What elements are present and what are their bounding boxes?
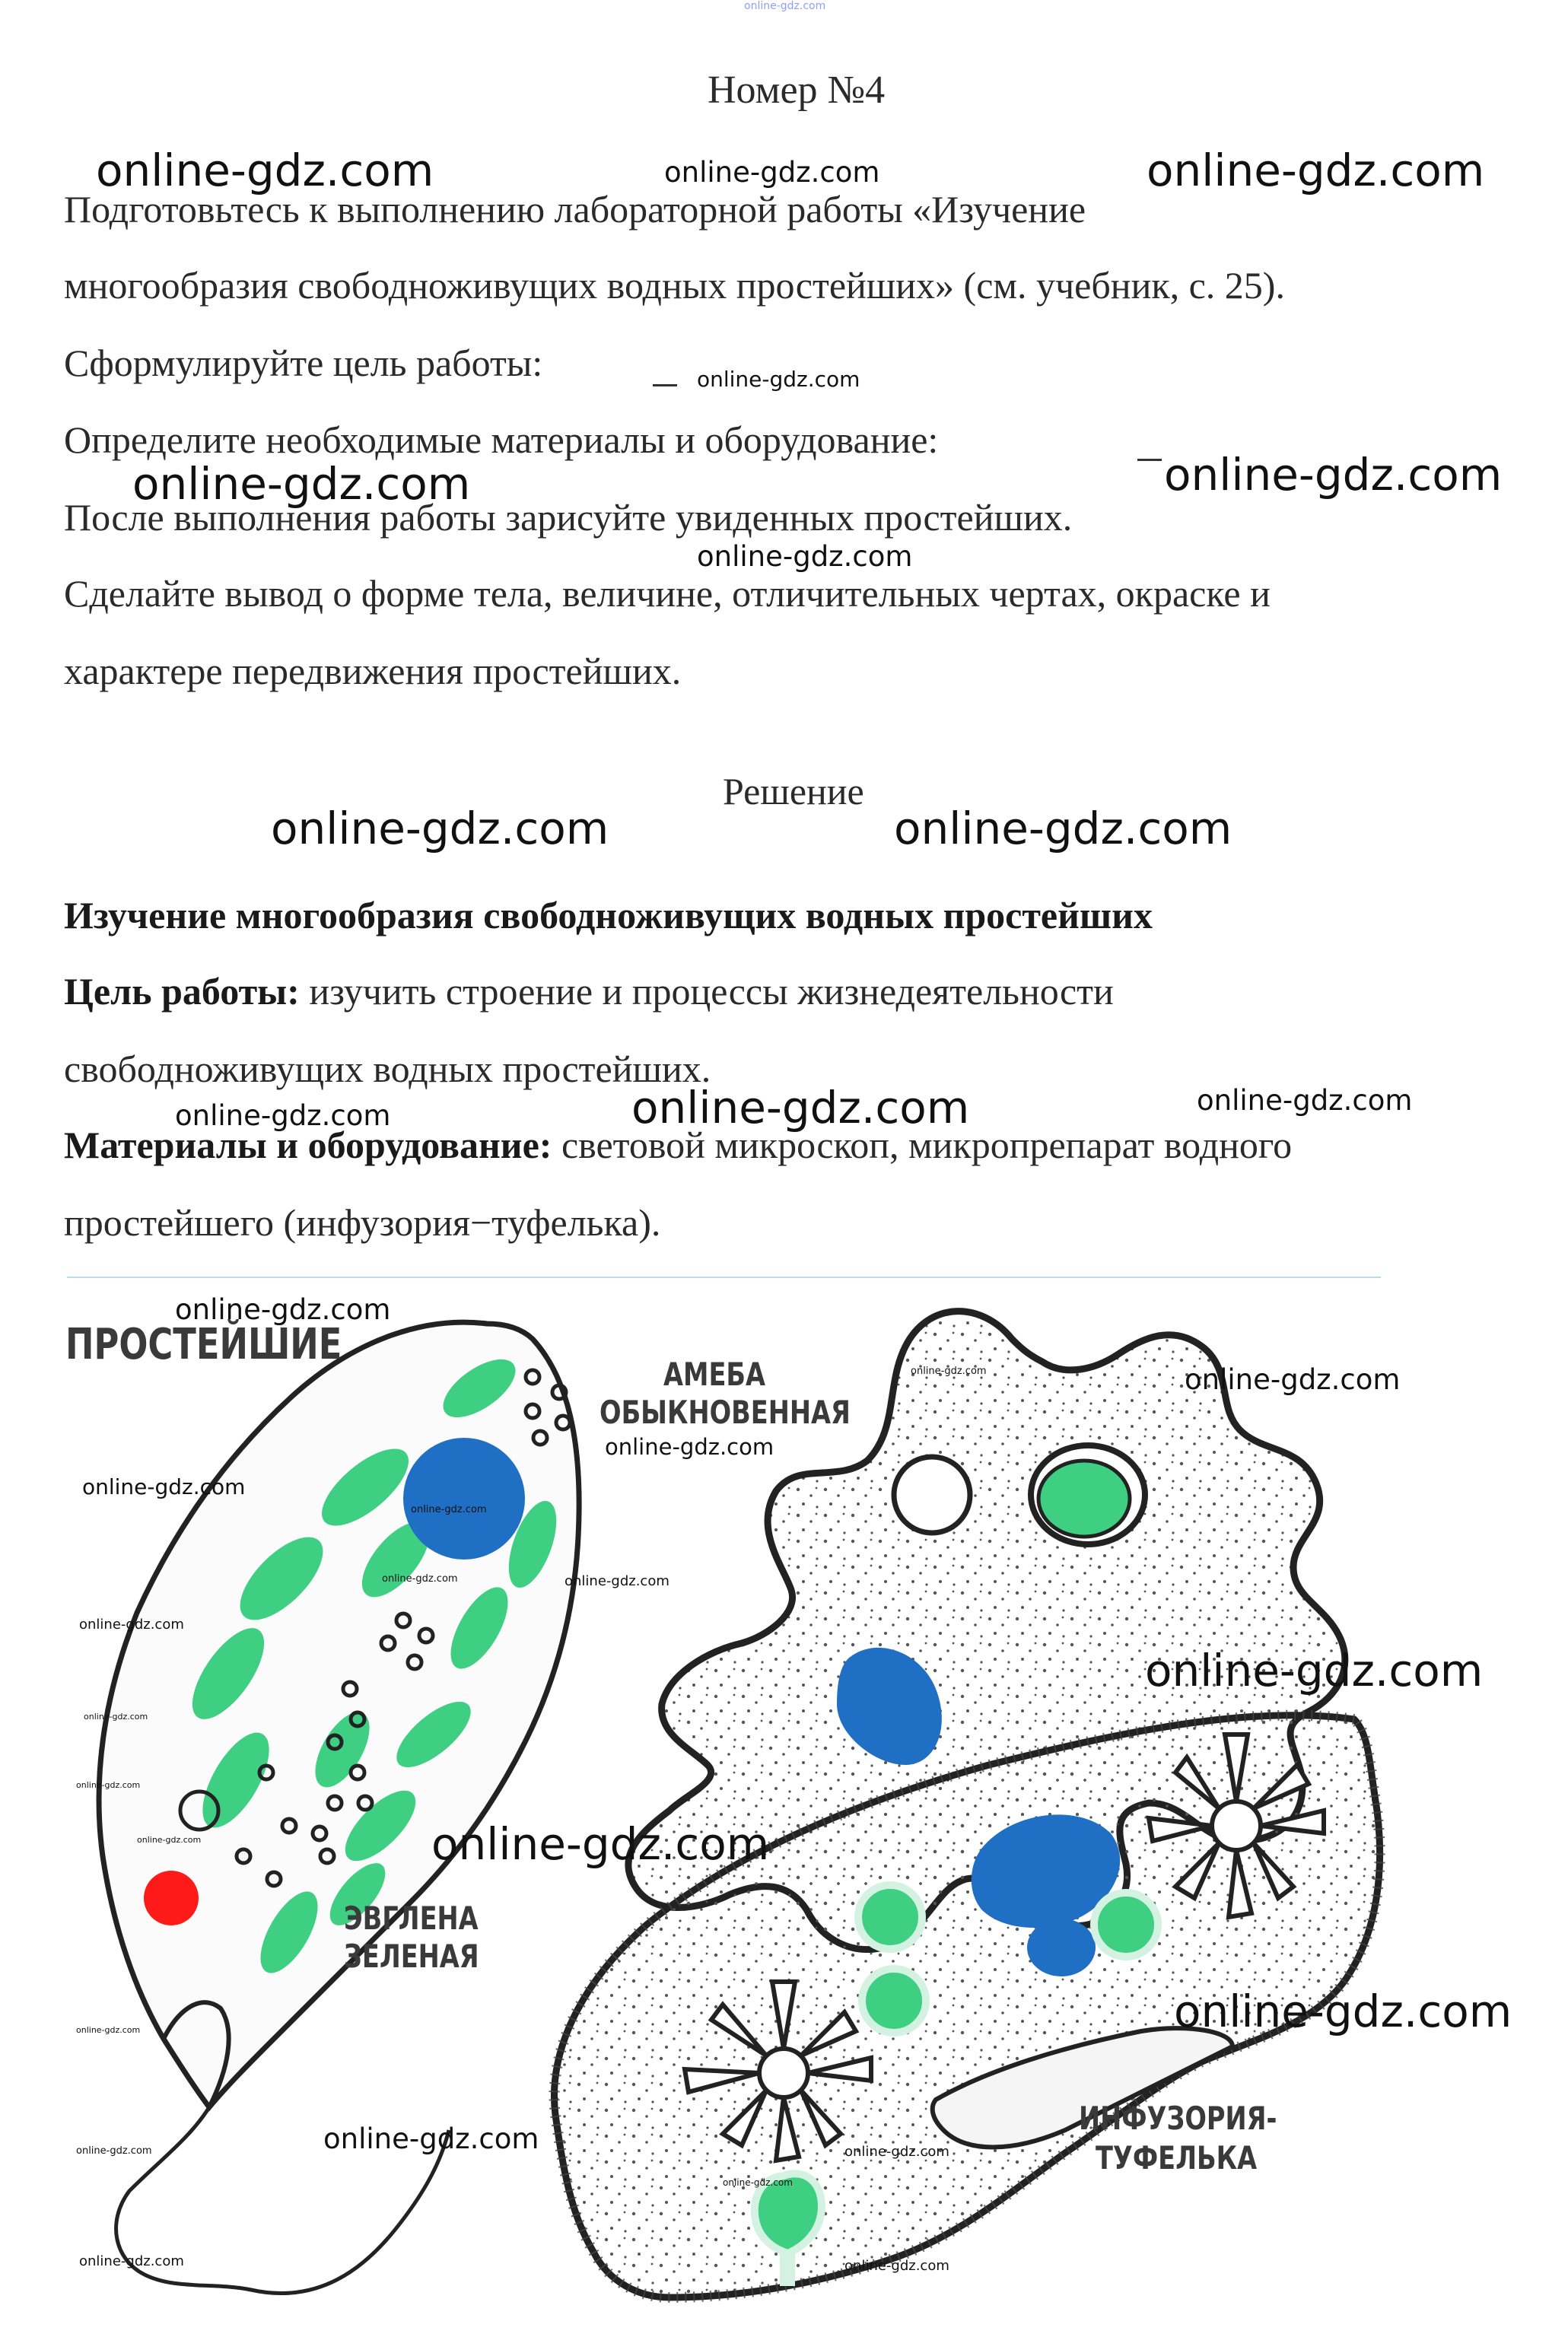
materials-line-2: простейшего (инфузория−туфелька). xyxy=(64,1201,661,1244)
watermark: online-gdz.com xyxy=(323,2122,539,2155)
euglena-label-line-2: ЗЕЛЕНАЯ xyxy=(344,1938,479,1975)
materials-label: Материалы и оборудование: xyxy=(64,1124,552,1166)
watermark: online-gdz.com xyxy=(844,2258,949,2274)
watermark: online-gdz.com xyxy=(1145,1645,1484,1696)
watermark: online-gdz.com xyxy=(76,2145,152,2157)
watermark: online-gdz.com xyxy=(271,803,609,854)
task-line-3: Сформулируйте цель работы: xyxy=(64,342,543,384)
watermark: online-gdz.com xyxy=(697,540,913,573)
watermark: online-gdz.com xyxy=(894,803,1232,854)
watermark: online-gdz.com xyxy=(79,1617,184,1633)
watermark: online-gdz.com xyxy=(76,1780,141,1790)
watermark: online-gdz.com xyxy=(132,458,471,510)
watermark: online-gdz.com xyxy=(411,1504,487,1515)
euglena-eyespot xyxy=(144,1871,199,1925)
watermark: online-gdz.com xyxy=(1147,145,1485,196)
euglena-body xyxy=(99,1322,579,2107)
watermark: online-gdz.com xyxy=(175,1099,391,1132)
answer-blank-goal[interactable] xyxy=(653,384,677,386)
euglena-label-line-1: ЭВГЛЕНА xyxy=(344,1900,479,1937)
micronucleus xyxy=(1027,1919,1096,1976)
goal-text: изучить строение и процессы жизнедеятельности xyxy=(299,970,1114,1013)
euglena-nucleus xyxy=(403,1438,525,1560)
food-particle xyxy=(1038,1461,1130,1537)
page-title: Номер №4 xyxy=(708,68,886,112)
watermark: online-gdz.com xyxy=(431,1818,770,1870)
solution-heading: Решение xyxy=(723,770,864,812)
watermark: online-gdz.com xyxy=(723,2177,793,2188)
watermark: online-gdz.com xyxy=(664,156,880,189)
goal-label: Цель работы: xyxy=(64,970,300,1013)
watermark: online-gdz.com xyxy=(175,1293,391,1326)
watermark: online-gdz.com xyxy=(605,1434,774,1460)
watermark: online-gdz.com xyxy=(76,2025,141,2035)
amoeba-vacuole xyxy=(894,1457,970,1533)
amoeba-label-line-1: АМЕБА xyxy=(663,1356,766,1393)
watermark: online-gdz.com xyxy=(382,1573,458,1585)
paramecium-label-line-1: ИНФУЗОРИЯ- xyxy=(1079,2100,1277,2137)
watermark: online-gdz.com xyxy=(1164,449,1503,501)
watermark: online-gdz.com xyxy=(631,1082,970,1134)
amoeba-label-line-2: ОБЫКНОВЕННАЯ xyxy=(600,1394,851,1431)
watermark: online-gdz.com xyxy=(1185,1363,1401,1396)
goal-line-2: свободноживущих водных простейших. xyxy=(64,1048,711,1090)
watermark: online-gdz.com xyxy=(82,1474,246,1499)
goal-line-1 xyxy=(64,968,1114,1014)
watermark: online-gdz.com xyxy=(697,367,860,392)
watermark: online-gdz.com xyxy=(137,1835,202,1845)
watermark: online-gdz.com xyxy=(84,1712,148,1722)
watermark: online-gdz.com xyxy=(844,2144,949,2160)
materials-text: световой микроскоп, микропрепарат водного xyxy=(552,1124,1293,1166)
task-line-7: характере передвижения простейших. xyxy=(64,650,682,692)
task-line-6: Сделайте вывод о форме тела, величине, отличительных чертах, окраске и xyxy=(64,572,1271,615)
figure-title: ПРОСТЕЙШИЕ xyxy=(65,1320,342,1369)
paramecium-label-line-2: ТУФЕЛЬКА xyxy=(1096,2139,1258,2176)
work-title: Изучение многообразия свободноживущих водных простейших xyxy=(64,894,1153,936)
watermark: online-gdz.com xyxy=(911,1366,987,1377)
watermark: online-gdz.com xyxy=(565,1573,670,1589)
answer-blank-materials[interactable] xyxy=(1137,459,1162,461)
watermark: online-gdz.com xyxy=(1197,1084,1413,1117)
watermark: online-gdz.com xyxy=(79,2253,184,2269)
watermark: online-gdz.com xyxy=(96,145,434,196)
task-line-5: После выполнения работы зарисуйте увиденных простейших. xyxy=(64,496,1073,539)
task-line-1: Подготовьтесь к выполнению лабораторной работы «Изучение xyxy=(64,188,1086,231)
task-line-4: Определите необходимые материалы и оборудование: xyxy=(64,418,939,461)
watermark: online-gdz.com xyxy=(1174,1986,1512,2037)
task-line-2: многообразия свободноживущих водных простейших» (см. учебник, с. 25). xyxy=(64,264,1285,307)
header-watermark: online-gdz.com xyxy=(744,0,826,12)
